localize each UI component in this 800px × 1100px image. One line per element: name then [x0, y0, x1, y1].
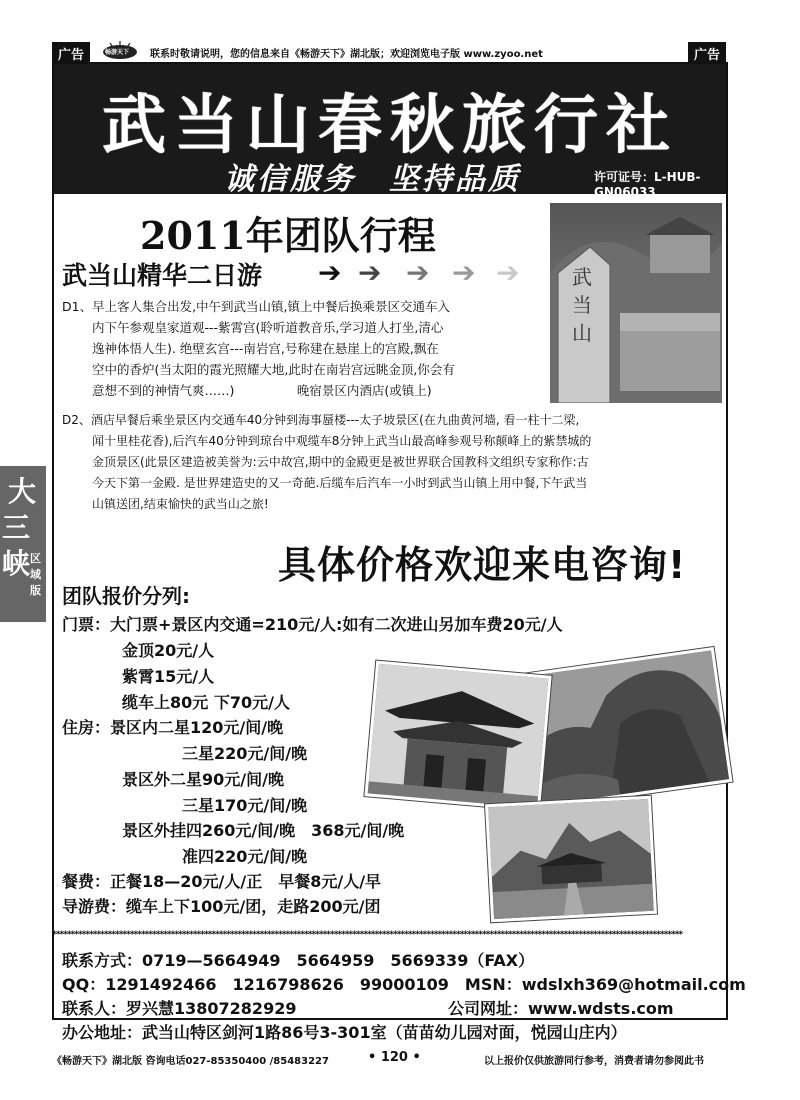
arrow-icon: ➔ [406, 256, 430, 289]
contact-qq-msn: QQ：1291492466 1216798626 99000109 MSN：wdslxh369@hotmail.com [62, 975, 746, 994]
contact-address: 办公地址：武当山特区剑河1路86号3-301室（苗苗幼儿园对面，悦园山庄内） [62, 1023, 627, 1042]
quote-line: 三星170元/间/晚 [182, 796, 308, 815]
photo-mountain-temple [485, 796, 657, 923]
photo-temple-hall [364, 661, 551, 812]
side-tab-subchar: 版 [30, 584, 41, 597]
quote-line: 景区外二星90元/间/晚 [122, 770, 284, 789]
arrow-icon: ➔ [318, 256, 342, 289]
photo-rock-cliff [519, 647, 732, 809]
ad-label-left: 广告 [52, 42, 90, 65]
quote-line: 缆车上80元 下70元/人 [122, 693, 290, 712]
side-tab-subchar: 区 [30, 552, 41, 565]
page-number: • 120 • [368, 1050, 421, 1065]
stone-inscription: 武 当 山 [572, 265, 592, 345]
day2-line: 山镇送团,结束愉快的武当山之旅! [92, 497, 269, 511]
footer-magazine-info: 《畅游天下》湖北版 咨询电话027-85350400 /85483227 [52, 1056, 329, 1067]
day1-line: D1、早上客人集合出发,中午到武当山镇,镇上中餐后换乘景区交通车入 [62, 299, 451, 314]
banner [54, 64, 726, 199]
day1-description [62, 296, 552, 401]
ad-label-right: 广告 [688, 42, 726, 65]
logo-text: 畅游天下 [105, 49, 130, 56]
contact-website: 公司网址：www.wdsts.com [448, 999, 674, 1018]
rock-cliff-scene [523, 650, 729, 805]
quote-line: 准四220元/间/晚 [182, 847, 308, 866]
arrow-icon: ➔ [452, 256, 476, 289]
quote-line: 景区外挂四260元/间/晚 368元/间/晚 [122, 821, 405, 840]
quote-line: 金顶20元/人 [122, 641, 215, 660]
day2-line: 金顶景区(此景区建造被美誉为:云中故宫,期中的金殿更是被世界联合国教科文组织专家称作:古 [92, 455, 589, 469]
arrow-icon: ➔ [358, 256, 382, 289]
license-number: 许可证号：L-HUB-GN06033 [594, 170, 701, 199]
quote-line: 导游费：缆车上下100元/团，走路200元/团 [62, 897, 381, 916]
header-notice: 联系时敬请说明，您的信息来自《畅游天下》湖北版；欢迎浏览电子版 www.zyoo.net [150, 49, 543, 60]
header-logo [100, 40, 140, 60]
quote-line: 门票：大门票+景区内交通=210元/人:如有二次进山另加车费20元/人 [62, 615, 563, 634]
side-tab-char: 大 [8, 475, 37, 508]
arrow-icon: ➔ [496, 256, 520, 289]
photo-stone-tablet [550, 203, 722, 403]
temple-hall-scene [368, 664, 549, 808]
side-tab-char: 峡 [2, 547, 31, 580]
day2-line: D2、酒店早餐后乘坐景区内交通车40分钟到海事蜃楼---太子坡景区(在九曲黄河墙, 看一柱十二梁, [62, 413, 580, 427]
tour-title: 武当山精华二日游 [62, 261, 263, 290]
quote-line: 紫霄15元/人 [122, 667, 215, 686]
mountain-temple-scene [488, 799, 654, 919]
day2-line: 闻十里桂花香),后汽车40分钟到琼台中观缆车8分钟上武当山最高峰参观号称颠峰上的紫禁城的 [92, 434, 592, 448]
quote-line: 住房：景区内二星120元/间/晚 [62, 718, 284, 737]
day1-line: 逸神体悟人生). 绝壁玄宫---南岩宫,号称建在悬崖上的宫殿,飘在 [92, 341, 439, 356]
price-inquiry-callout: 具体价格欢迎来电咨询! [278, 543, 687, 587]
footer-disclaimer: 以上报价仅供旅游同行参考，消费者请勿参阅此书 [484, 1056, 704, 1067]
day2-line: 今天下第一金殿. 是世界建造史的又一奇葩.后缆车后汽车一小时到武当山镇上用中餐,下午武当 [92, 476, 588, 490]
quote-title: 团队报价分列: [62, 584, 190, 608]
quote-line: 餐费：正餐18—20元/人/正 早餐8元/人/早 [62, 872, 382, 891]
star-divider: ************************************************************************************************************************************************************************** [52, 930, 683, 940]
quote-line: 三星220元/间/晚 [182, 744, 308, 763]
contact-phone: 联系方式：0719—5664949 5664959 5669339（FAX） [62, 951, 535, 970]
day2-description [62, 410, 726, 515]
agency-name: 武当山春秋旅行社 [102, 88, 678, 163]
day1-line: 空中的香炉(当太阳的霞光照耀大地,此时在南岩宫远眺金顶,你会有 [92, 362, 455, 377]
contact-person: 联系人：罗兴慧13807282929 [62, 999, 297, 1018]
side-tab-subchar: 域 [30, 568, 41, 581]
day1-line: 意想不到的神情气爽……) 晚宿景区内酒店(或镇上) [92, 383, 432, 398]
day1-line: 内下午参观皇家道观---紫霄宫(聆听道教音乐,学习道人打坐,清心 [92, 320, 444, 335]
itinerary-heading: 2011年团队行程 [140, 213, 436, 258]
slogan: 诚信服务 坚持品质 [224, 162, 521, 197]
side-tab-char: 三 [2, 511, 31, 544]
region-side-tab [0, 466, 46, 622]
